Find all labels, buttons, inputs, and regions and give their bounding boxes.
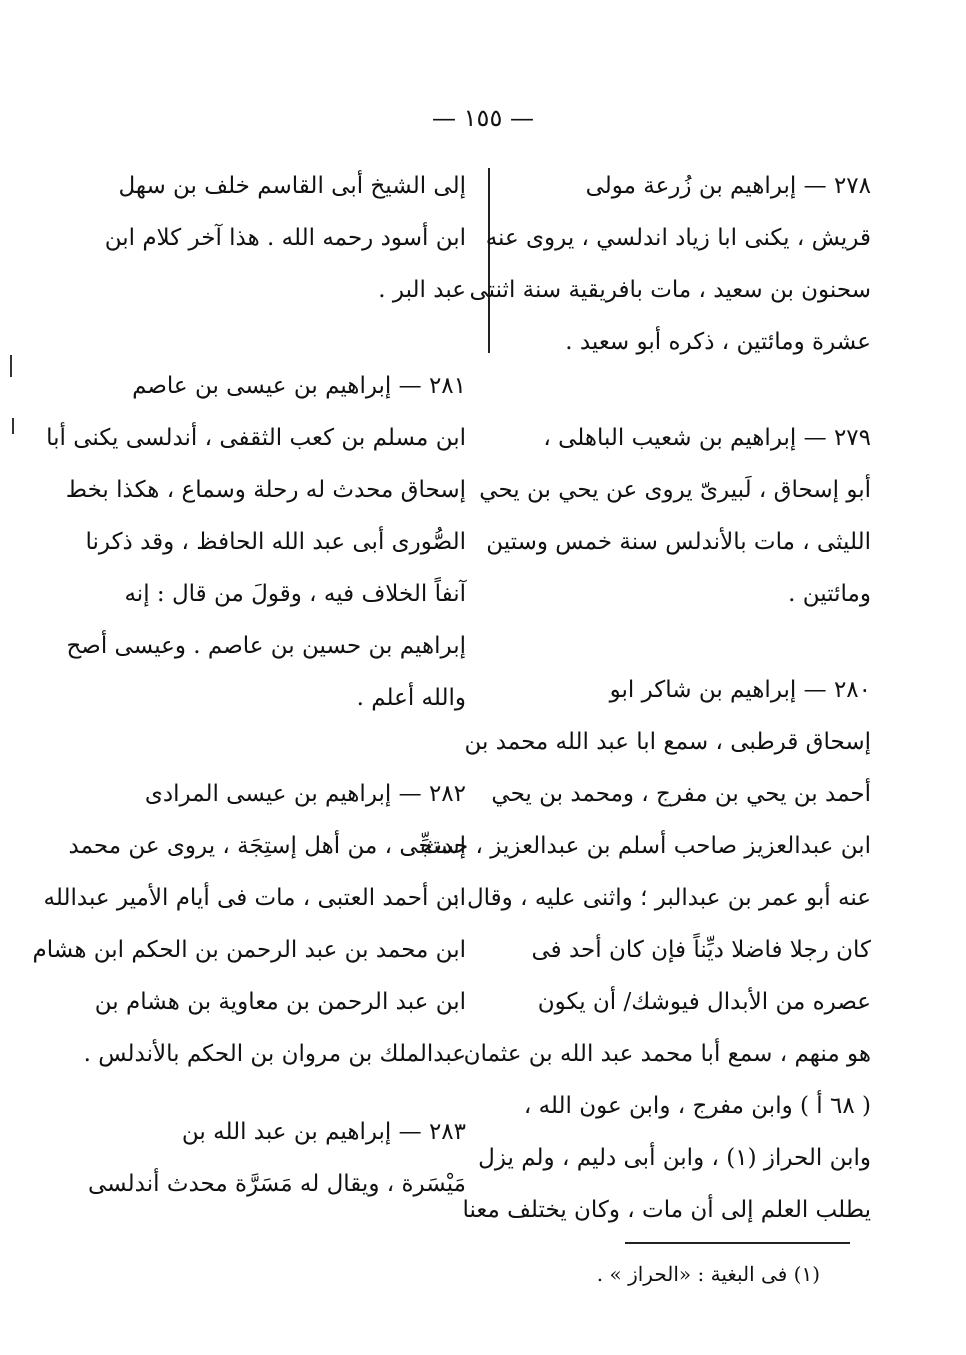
footnote: (١) فى البغية : «الحراز » . [596, 1262, 820, 1286]
continuation-text [98, 160, 466, 316]
text-line: ( ٦٨ أ ) وابن مفرج ، وابن عون الله ، [523, 1093, 871, 1119]
entry-282 [32, 768, 466, 1080]
text-line: ابن مسلم بن كعب الثقفى ، أندلسى يكنى أبا [46, 425, 466, 451]
text-line: يطلب العلم إلى أن مات ، وكان يختلف معنا [462, 1197, 871, 1223]
text-line: ٢٨٠ — إبراهيم بن شاكر ابو [609, 677, 871, 703]
spacer [98, 1080, 466, 1106]
text-line: ابن أحمد العتبى ، مات فى أيام الأمير عبدالله [43, 885, 466, 911]
text-line: سحنون بن سعيد ، مات بافريقية سنة اثنتى [469, 277, 871, 303]
margin-mark [12, 418, 14, 434]
entry-281 [46, 360, 466, 724]
text-line: قريش ، يكنى ابا زياد اندلسي ، يروى عنه [485, 225, 871, 251]
text-line: آنفاً الخلاف فيه ، وقولَ من قال : إنه [124, 581, 466, 607]
text-line: أبو إسحاق ، لَبيرىّ يروى عن يحي بن يحي [479, 477, 871, 503]
page-number: — ١٥٥ — [432, 104, 534, 132]
text-line: وابن الحراز (١) ، وابن أبى دليم ، ولم يزل [478, 1145, 871, 1171]
entry-280 [420, 664, 871, 1236]
text-line: ابن محمد بن عبد الرحمن بن الحكم ابن هشام [32, 937, 466, 963]
text-line: كان رجلا فاضلا ديِّناً فإن كان أحد فى [531, 937, 871, 963]
text-line: ٢٧٨ — إبراهيم بن زُرعة مولى [585, 173, 871, 199]
text-line: هو منهم ، سمع أبا محمد عبد الله بن عثمان [463, 1041, 871, 1067]
text-line: ٢٧٩ — إبراهيم بن شعيب الباهلى ، [543, 425, 871, 451]
text-line: ومائتين . [788, 581, 871, 607]
spacer [98, 316, 466, 360]
text-line: ابن عبدالعزيز صاحب أسلم بن عبدالعزيز ، حدث [420, 833, 871, 859]
text-line: ٢٨٣ — إبراهيم بن عبد الله بن [181, 1119, 466, 1145]
text-line: إسحاق محدث له رحلة وسماع ، هكذا بخط [65, 477, 466, 503]
spacer [503, 368, 871, 412]
spacer [98, 724, 466, 768]
entry-279 [479, 412, 871, 620]
text-line: عبد البر . [378, 277, 466, 303]
footnote-rule [625, 1242, 850, 1244]
text-line: والله أعلم . [356, 685, 466, 711]
margin-mark [10, 355, 12, 377]
text-line: عبدالملك بن مروان بن الحكم بالأندلس . [83, 1041, 466, 1067]
text-line: عصره من الأبدال فيوشك/ أن يكون [537, 989, 871, 1015]
text-line: ٢٨٢ — إبراهيم بن عيسى المرادى [144, 781, 466, 807]
entry-283 [87, 1106, 466, 1210]
text-line: إبراهيم بن حسين بن عاصم . وعيسى أصح [66, 633, 466, 659]
text-line: عنه أبو عمر بن عبدالبر ؛ واثنى عليه ، وقال : [451, 885, 871, 911]
text-line: ٢٨١ — إبراهيم بن عيسى بن عاصم [132, 373, 466, 399]
text-line: عشرة ومائتين ، ذكره أبو سعيد . [565, 329, 871, 355]
text-line: مَيْسَرة ، ويقال له مَسَرَّة محدث أندلسى [87, 1171, 466, 1197]
text-line: ابن أسود رحمه الله . هذا آخر كلام ابن [104, 225, 466, 251]
text-line: إسحاق قرطبى ، سمع ابا عبد الله محمد بن [464, 729, 871, 755]
text-line: أحمد بن يحي بن مفرج ، ومحمد بن يحي [491, 781, 871, 807]
text-line: الصُّورى أبى عبد الله الحافظ ، وقد ذكرنا [85, 529, 466, 555]
entry-278 [469, 160, 871, 368]
text-line: إستجِّى ، من أهل إستِجَة ، يروى عن محمد [68, 833, 466, 859]
left-column [32, 160, 466, 1210]
text-line: إلى الشيخ أبى القاسم خلف بن سهل [118, 173, 466, 199]
spacer [503, 620, 871, 664]
text-line: ابن عبد الرحمن بن معاوية بن هشام بن [94, 989, 466, 1015]
text-line: الليثى ، مات بالأندلس سنة خمس وستين [486, 529, 871, 555]
right-column [420, 160, 871, 1236]
